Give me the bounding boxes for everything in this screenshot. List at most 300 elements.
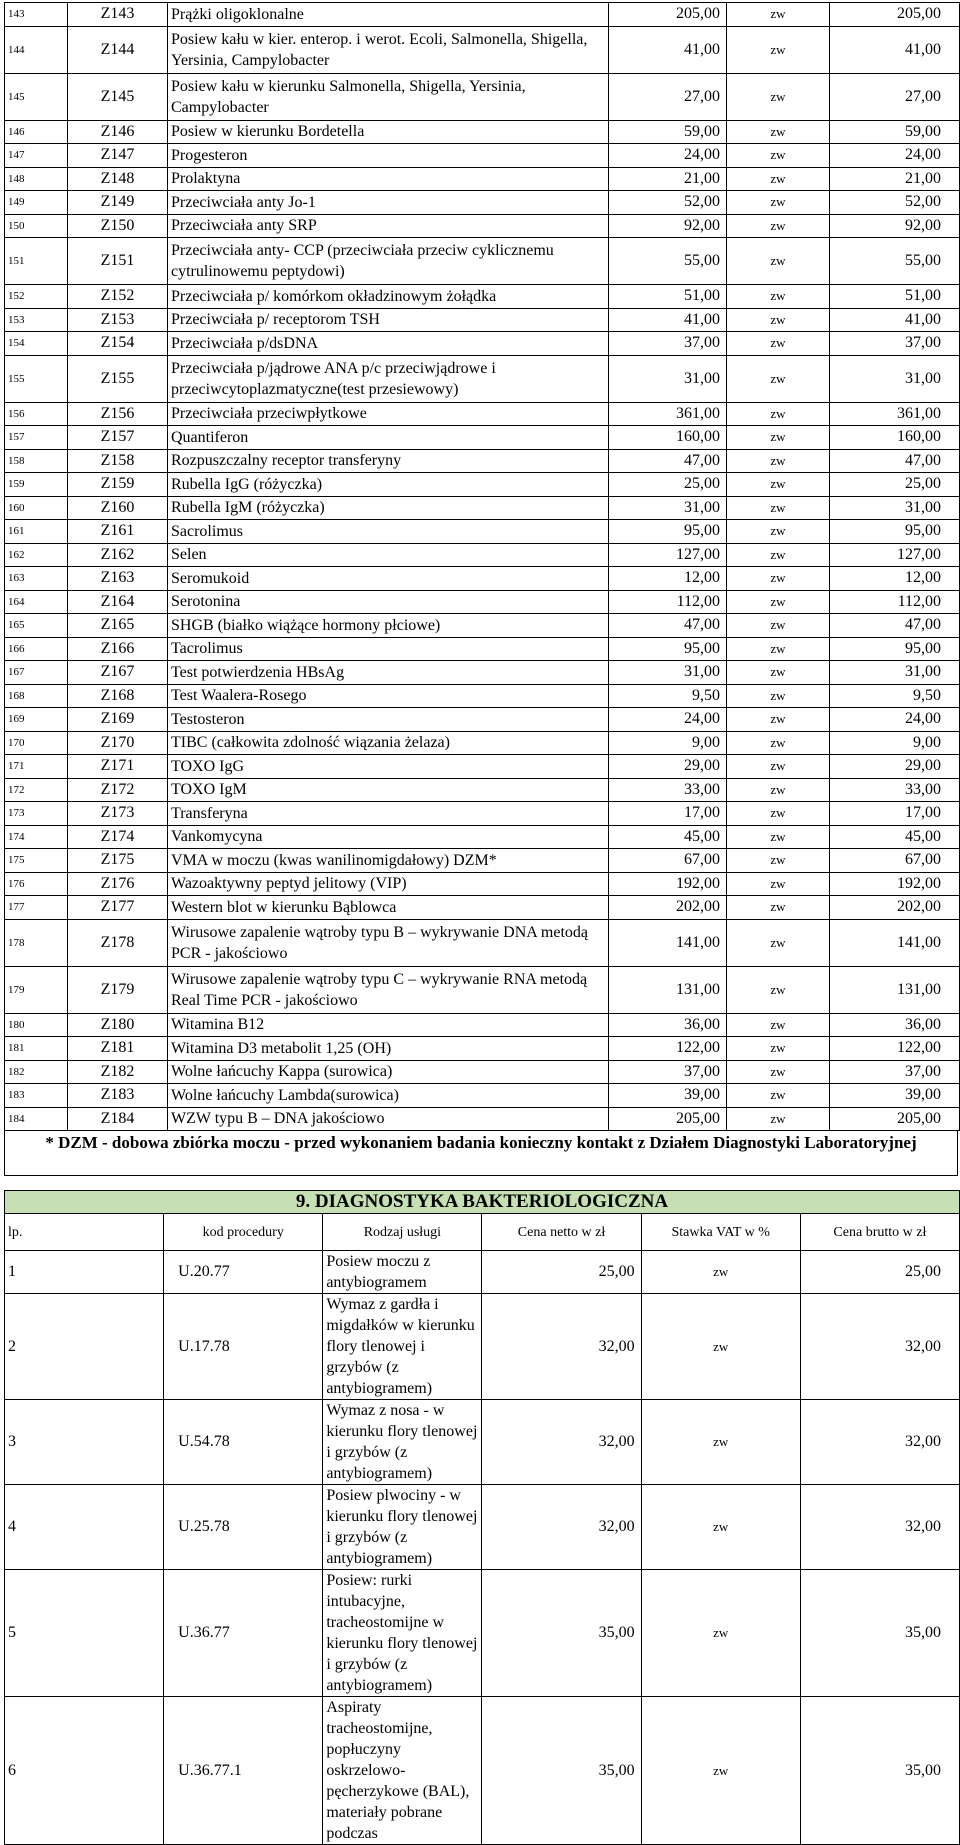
service-name: Przeciwciała anty SRP bbox=[168, 214, 609, 238]
service-name: Rubella IgM (różyczka) bbox=[168, 496, 609, 520]
procedure-code: Z161 bbox=[68, 520, 168, 544]
row-number: 145 bbox=[5, 73, 68, 120]
vat-rate: zw bbox=[727, 731, 830, 755]
section-title-row bbox=[5, 1191, 960, 1214]
net-price: 141,00 bbox=[609, 919, 727, 966]
gross-price: 32,00 bbox=[800, 1400, 959, 1485]
net-price: 31,00 bbox=[609, 355, 727, 402]
vat-rate: zw bbox=[727, 755, 830, 779]
table-row bbox=[5, 1037, 960, 1061]
table-row bbox=[5, 872, 960, 896]
row-number: 176 bbox=[5, 872, 68, 896]
row-number: 151 bbox=[5, 238, 68, 285]
row-number: 144 bbox=[5, 26, 68, 73]
net-price: 47,00 bbox=[609, 449, 727, 473]
row-number: 159 bbox=[5, 473, 68, 497]
vat-rate: zw bbox=[727, 73, 830, 120]
vat-rate: zw bbox=[727, 402, 830, 426]
net-price: 31,00 bbox=[609, 496, 727, 520]
net-price: 41,00 bbox=[609, 308, 727, 332]
service-name: Wirusowe zapalenie wątroby typu B – wykrywanie DNA metodą PCR - jakościowo bbox=[168, 919, 609, 966]
vat-rate: zw bbox=[727, 919, 830, 966]
procedure-code: Z160 bbox=[68, 496, 168, 520]
row-number: 149 bbox=[5, 191, 68, 215]
net-price: 192,00 bbox=[609, 872, 727, 896]
service-name: Posiew kału w kierunku Salmonella, Shigella, Yersinia, Campylobacter bbox=[168, 73, 609, 120]
row-number: 165 bbox=[5, 614, 68, 638]
row-number: 161 bbox=[5, 520, 68, 544]
table-row bbox=[5, 167, 960, 191]
header-service: Rodzaj usługi bbox=[323, 1214, 482, 1251]
vat-rate: zw bbox=[727, 191, 830, 215]
section-title: 9. DIAGNOSTYKA BAKTERIOLOGICZNA bbox=[5, 1191, 960, 1214]
net-price: 122,00 bbox=[609, 1037, 727, 1061]
row-number: 160 bbox=[5, 496, 68, 520]
row-number: 3 bbox=[5, 1400, 164, 1485]
row-number: 181 bbox=[5, 1037, 68, 1061]
table-row bbox=[5, 708, 960, 732]
gross-price: 160,00 bbox=[830, 426, 960, 450]
vat-rate: zw bbox=[727, 661, 830, 685]
table-row bbox=[5, 473, 960, 497]
net-price: 205,00 bbox=[609, 3, 727, 27]
header-lp: lp. bbox=[5, 1214, 164, 1251]
row-number: 2 bbox=[5, 1294, 164, 1400]
gross-price: 55,00 bbox=[830, 238, 960, 285]
net-price: 29,00 bbox=[609, 755, 727, 779]
net-price: 202,00 bbox=[609, 896, 727, 920]
vat-rate: zw bbox=[727, 120, 830, 144]
procedure-code: Z184 bbox=[68, 1107, 168, 1131]
header-row bbox=[5, 1214, 960, 1251]
net-price: 361,00 bbox=[609, 402, 727, 426]
row-number: 157 bbox=[5, 426, 68, 450]
net-price: 47,00 bbox=[609, 614, 727, 638]
table-row bbox=[5, 332, 960, 356]
row-number: 182 bbox=[5, 1060, 68, 1084]
gross-price: 141,00 bbox=[830, 919, 960, 966]
vat-rate: zw bbox=[727, 778, 830, 802]
service-name: Przeciwciała p/jądrowe ANA p/c przeciwjądrowe i przeciwcytoplazmatyczne(test przesiewowy) bbox=[168, 355, 609, 402]
procedure-code: U.36.77 bbox=[164, 1570, 323, 1697]
gross-price: 37,00 bbox=[830, 1060, 960, 1084]
net-price: 41,00 bbox=[609, 26, 727, 73]
service-name: Aspiraty tracheostomijne, popłuczyny oskrzelowo-pęcherzykowe (BAL), materiały pobrane podczas bbox=[323, 1697, 482, 1845]
net-price: 205,00 bbox=[609, 1107, 727, 1131]
service-name: Seromukoid bbox=[168, 567, 609, 591]
gross-price: 25,00 bbox=[800, 1251, 959, 1294]
service-name: Tacrolimus bbox=[168, 637, 609, 661]
vat-rate: zw bbox=[727, 637, 830, 661]
service-name: VMA w moczu (kwas wanilinomigdałowy) DZM* bbox=[168, 849, 609, 873]
row-number: 146 bbox=[5, 120, 68, 144]
procedure-code: Z179 bbox=[68, 966, 168, 1013]
net-price: 95,00 bbox=[609, 637, 727, 661]
gross-price: 47,00 bbox=[830, 614, 960, 638]
net-price: 55,00 bbox=[609, 238, 727, 285]
vat-rate: zw bbox=[727, 520, 830, 544]
row-number: 174 bbox=[5, 825, 68, 849]
service-name: Przeciwciała p/ receptorom TSH bbox=[168, 308, 609, 332]
service-name: TOXO IgG bbox=[168, 755, 609, 779]
net-price: 92,00 bbox=[609, 214, 727, 238]
service-name: Wazoaktywny peptyd jelitowy (VIP) bbox=[168, 872, 609, 896]
net-price: 9,50 bbox=[609, 684, 727, 708]
row-number: 175 bbox=[5, 849, 68, 873]
vat-rate: zw bbox=[727, 567, 830, 591]
service-name: Witamina D3 metabolit 1,25 (OH) bbox=[168, 1037, 609, 1061]
service-name: Serotonina bbox=[168, 590, 609, 614]
gross-price: 29,00 bbox=[830, 755, 960, 779]
procedure-code: U.17.78 bbox=[164, 1294, 323, 1400]
vat-rate: zw bbox=[727, 543, 830, 567]
table-row bbox=[5, 496, 960, 520]
table-row bbox=[5, 590, 960, 614]
row-number: 173 bbox=[5, 802, 68, 826]
row-number: 177 bbox=[5, 896, 68, 920]
gross-price: 41,00 bbox=[830, 26, 960, 73]
row-number: 6 bbox=[5, 1697, 164, 1845]
net-price: 37,00 bbox=[609, 332, 727, 356]
net-price: 32,00 bbox=[482, 1400, 641, 1485]
gross-price: 9,00 bbox=[830, 731, 960, 755]
table-row bbox=[5, 520, 960, 544]
procedure-code: Z182 bbox=[68, 1060, 168, 1084]
service-name: Wolne łańcuchy Kappa (surowica) bbox=[168, 1060, 609, 1084]
row-number: 184 bbox=[5, 1107, 68, 1131]
procedure-code: Z144 bbox=[68, 26, 168, 73]
vat-rate: zw bbox=[641, 1697, 800, 1845]
table-row bbox=[5, 449, 960, 473]
table-row bbox=[5, 966, 960, 1013]
procedure-code: Z176 bbox=[68, 872, 168, 896]
net-price: 32,00 bbox=[482, 1294, 641, 1400]
gross-price: 52,00 bbox=[830, 191, 960, 215]
table-row bbox=[5, 1294, 960, 1400]
row-number: 183 bbox=[5, 1084, 68, 1108]
gross-price: 32,00 bbox=[800, 1294, 959, 1400]
service-name: Transferyna bbox=[168, 802, 609, 826]
procedure-code: Z156 bbox=[68, 402, 168, 426]
service-name: Posiew moczu z antybiogramem bbox=[323, 1251, 482, 1294]
net-price: 31,00 bbox=[609, 661, 727, 685]
procedure-code: Z174 bbox=[68, 825, 168, 849]
gross-price: 127,00 bbox=[830, 543, 960, 567]
procedure-code: Z147 bbox=[68, 144, 168, 168]
net-price: 17,00 bbox=[609, 802, 727, 826]
row-number: 5 bbox=[5, 1570, 164, 1697]
header-vat: Stawka VAT w % bbox=[641, 1214, 800, 1251]
vat-rate: zw bbox=[727, 449, 830, 473]
vat-rate: zw bbox=[727, 473, 830, 497]
vat-rate: zw bbox=[727, 802, 830, 826]
gross-price: 47,00 bbox=[830, 449, 960, 473]
procedure-code: U.20.77 bbox=[164, 1251, 323, 1294]
gross-price: 32,00 bbox=[800, 1485, 959, 1570]
table-row bbox=[5, 919, 960, 966]
procedure-code: Z171 bbox=[68, 755, 168, 779]
procedure-code: Z148 bbox=[68, 167, 168, 191]
procedure-code: U.36.77.1 bbox=[164, 1697, 323, 1845]
vat-rate: zw bbox=[727, 825, 830, 849]
service-name: Wirusowe zapalenie wątroby typu C – wykrywanie RNA metodą Real Time PCR - jakościowo bbox=[168, 966, 609, 1013]
service-name: Selen bbox=[168, 543, 609, 567]
gross-price: 202,00 bbox=[830, 896, 960, 920]
row-number: 163 bbox=[5, 567, 68, 591]
net-price: 59,00 bbox=[609, 120, 727, 144]
net-price: 127,00 bbox=[609, 543, 727, 567]
vat-rate: zw bbox=[727, 308, 830, 332]
header-gross-price: Cena brutto w zł bbox=[800, 1214, 959, 1251]
gross-price: 31,00 bbox=[830, 496, 960, 520]
row-number: 148 bbox=[5, 167, 68, 191]
gross-price: 192,00 bbox=[830, 872, 960, 896]
gross-price: 45,00 bbox=[830, 825, 960, 849]
table-row bbox=[5, 755, 960, 779]
table-row bbox=[5, 849, 960, 873]
header-code: kod procedury bbox=[164, 1214, 323, 1251]
table-row bbox=[5, 1400, 960, 1485]
table-row bbox=[5, 308, 960, 332]
vat-rate: zw bbox=[727, 3, 830, 27]
procedure-code: Z149 bbox=[68, 191, 168, 215]
procedure-code: Z177 bbox=[68, 896, 168, 920]
table-row bbox=[5, 637, 960, 661]
table-row bbox=[5, 825, 960, 849]
table-row bbox=[5, 191, 960, 215]
net-price: 25,00 bbox=[609, 473, 727, 497]
service-name: Witamina B12 bbox=[168, 1013, 609, 1037]
procedure-code: Z166 bbox=[68, 637, 168, 661]
procedure-code: Z163 bbox=[68, 567, 168, 591]
table-row bbox=[5, 1060, 960, 1084]
vat-rate: zw bbox=[727, 614, 830, 638]
procedure-code: U.54.78 bbox=[164, 1400, 323, 1485]
net-price: 35,00 bbox=[482, 1697, 641, 1845]
bacteriology-price-table bbox=[4, 1190, 960, 1845]
service-name: Testosteron bbox=[168, 708, 609, 732]
service-name: Test Waalera-Rosego bbox=[168, 684, 609, 708]
vat-rate: zw bbox=[727, 896, 830, 920]
procedure-code: Z159 bbox=[68, 473, 168, 497]
service-name: Przeciwciała anty Jo-1 bbox=[168, 191, 609, 215]
row-number: 143 bbox=[5, 3, 68, 27]
procedure-code: Z165 bbox=[68, 614, 168, 638]
procedure-code: Z143 bbox=[68, 3, 168, 27]
table-row bbox=[5, 355, 960, 402]
table-row bbox=[5, 543, 960, 567]
gross-price: 33,00 bbox=[830, 778, 960, 802]
table-row bbox=[5, 684, 960, 708]
gross-price: 59,00 bbox=[830, 120, 960, 144]
procedure-code: Z146 bbox=[68, 120, 168, 144]
vat-rate: zw bbox=[727, 966, 830, 1013]
procedure-code: Z153 bbox=[68, 308, 168, 332]
procedure-code: Z167 bbox=[68, 661, 168, 685]
vat-rate: zw bbox=[727, 285, 830, 309]
net-price: 27,00 bbox=[609, 73, 727, 120]
table-row bbox=[5, 1013, 960, 1037]
procedure-code: Z145 bbox=[68, 73, 168, 120]
vat-rate: zw bbox=[727, 590, 830, 614]
price-table-continued bbox=[4, 2, 960, 1131]
service-name: Przeciwciała p/dsDNA bbox=[168, 332, 609, 356]
net-price: 12,00 bbox=[609, 567, 727, 591]
vat-rate: zw bbox=[727, 496, 830, 520]
procedure-code: Z178 bbox=[68, 919, 168, 966]
procedure-code: Z183 bbox=[68, 1084, 168, 1108]
service-name: Przeciwciała anty- CCP (przeciwciała przeciw cyklicznemu cytrulinowemu peptydowi) bbox=[168, 238, 609, 285]
row-number: 169 bbox=[5, 708, 68, 732]
row-number: 153 bbox=[5, 308, 68, 332]
row-number: 167 bbox=[5, 661, 68, 685]
gross-price: 17,00 bbox=[830, 802, 960, 826]
procedure-code: Z175 bbox=[68, 849, 168, 873]
gross-price: 35,00 bbox=[800, 1697, 959, 1845]
gross-price: 36,00 bbox=[830, 1013, 960, 1037]
vat-rate: zw bbox=[727, 214, 830, 238]
header-net-price: Cena netto w zł bbox=[482, 1214, 641, 1251]
gross-price: 131,00 bbox=[830, 966, 960, 1013]
gross-price: 67,00 bbox=[830, 849, 960, 873]
table-row bbox=[5, 661, 960, 685]
net-price: 95,00 bbox=[609, 520, 727, 544]
table-row bbox=[5, 238, 960, 285]
gross-price: 37,00 bbox=[830, 332, 960, 356]
table-row bbox=[5, 73, 960, 120]
table-row bbox=[5, 285, 960, 309]
table-row bbox=[5, 802, 960, 826]
net-price: 112,00 bbox=[609, 590, 727, 614]
dzm-footnote: * DZM - dobowa zbiórka moczu - przed wykonaniem badania konieczny kontakt z Działem Diagnostyki Laboratoryjnej bbox=[4, 1130, 958, 1176]
procedure-code: Z169 bbox=[68, 708, 168, 732]
table-row bbox=[5, 1697, 960, 1845]
table-row bbox=[5, 731, 960, 755]
gross-price: 51,00 bbox=[830, 285, 960, 309]
row-number: 178 bbox=[5, 919, 68, 966]
net-price: 45,00 bbox=[609, 825, 727, 849]
service-name: WZW typu B – DNA jakościowo bbox=[168, 1107, 609, 1131]
table-row bbox=[5, 426, 960, 450]
service-name: Prolaktyna bbox=[168, 167, 609, 191]
gross-price: 112,00 bbox=[830, 590, 960, 614]
gross-price: 9,50 bbox=[830, 684, 960, 708]
procedure-code: Z173 bbox=[68, 802, 168, 826]
vat-rate: zw bbox=[727, 1037, 830, 1061]
gross-price: 31,00 bbox=[830, 355, 960, 402]
table-row bbox=[5, 1570, 960, 1697]
row-number: 162 bbox=[5, 543, 68, 567]
gross-price: 122,00 bbox=[830, 1037, 960, 1061]
procedure-code: Z180 bbox=[68, 1013, 168, 1037]
row-number: 172 bbox=[5, 778, 68, 802]
table-row bbox=[5, 144, 960, 168]
service-name: Prążki oligoklonalne bbox=[168, 3, 609, 27]
table-row bbox=[5, 778, 960, 802]
vat-rate: zw bbox=[727, 1084, 830, 1108]
service-name: Test potwierdzenia HBsAg bbox=[168, 661, 609, 685]
procedure-code: Z168 bbox=[68, 684, 168, 708]
vat-rate: zw bbox=[641, 1400, 800, 1485]
net-price: 25,00 bbox=[482, 1251, 641, 1294]
procedure-code: Z170 bbox=[68, 731, 168, 755]
procedure-code: Z162 bbox=[68, 543, 168, 567]
net-price: 33,00 bbox=[609, 778, 727, 802]
vat-rate: zw bbox=[727, 167, 830, 191]
gross-price: 205,00 bbox=[830, 1107, 960, 1131]
table-row bbox=[5, 1084, 960, 1108]
gross-price: 39,00 bbox=[830, 1084, 960, 1108]
service-name: Posiew: rurki intubacyjne, tracheostomijne w kierunku flory tlenowej i grzybów (z antybiogramem) bbox=[323, 1570, 482, 1697]
service-name: SHGB (białko wiążące hormony płciowe) bbox=[168, 614, 609, 638]
table-row bbox=[5, 567, 960, 591]
table-row bbox=[5, 120, 960, 144]
net-price: 24,00 bbox=[609, 708, 727, 732]
service-name: Rubella IgG (różyczka) bbox=[168, 473, 609, 497]
net-price: 51,00 bbox=[609, 285, 727, 309]
net-price: 52,00 bbox=[609, 191, 727, 215]
row-number: 179 bbox=[5, 966, 68, 1013]
service-name: Posiew kału w kier. enterop. i werot. Ecoli, Salmonella, Shigella, Yersinia, Campylobacter bbox=[168, 26, 609, 73]
procedure-code: Z150 bbox=[68, 214, 168, 238]
net-price: 39,00 bbox=[609, 1084, 727, 1108]
row-number: 171 bbox=[5, 755, 68, 779]
row-number: 158 bbox=[5, 449, 68, 473]
row-number: 4 bbox=[5, 1485, 164, 1570]
procedure-code: Z164 bbox=[68, 590, 168, 614]
net-price: 37,00 bbox=[609, 1060, 727, 1084]
gross-price: 92,00 bbox=[830, 214, 960, 238]
vat-rate: zw bbox=[641, 1570, 800, 1697]
row-number: 155 bbox=[5, 355, 68, 402]
procedure-code: Z155 bbox=[68, 355, 168, 402]
net-price: 160,00 bbox=[609, 426, 727, 450]
row-number: 166 bbox=[5, 637, 68, 661]
service-name: Wymaz z gardła i migdałków w kierunku flory tlenowej i grzybów (z antybiogramem) bbox=[323, 1294, 482, 1400]
service-name: Quantiferon bbox=[168, 426, 609, 450]
service-name: TOXO IgM bbox=[168, 778, 609, 802]
row-number: 154 bbox=[5, 332, 68, 356]
row-number: 170 bbox=[5, 731, 68, 755]
procedure-code: Z152 bbox=[68, 285, 168, 309]
service-name: Wymaz z nosa - w kierunku flory tlenowej i grzybów (z antybiogramem) bbox=[323, 1400, 482, 1485]
net-price: 36,00 bbox=[609, 1013, 727, 1037]
gross-price: 95,00 bbox=[830, 520, 960, 544]
net-price: 131,00 bbox=[609, 966, 727, 1013]
table-row bbox=[5, 3, 960, 27]
table-row bbox=[5, 26, 960, 73]
service-name: Rozpuszczalny receptor transferyny bbox=[168, 449, 609, 473]
gross-price: 25,00 bbox=[830, 473, 960, 497]
service-name: Wolne łańcuchy Lambda(surowica) bbox=[168, 1084, 609, 1108]
row-number: 1 bbox=[5, 1251, 164, 1294]
service-name: Progesteron bbox=[168, 144, 609, 168]
net-price: 32,00 bbox=[482, 1485, 641, 1570]
service-name: Przeciwciała przeciwpłytkowe bbox=[168, 402, 609, 426]
net-price: 21,00 bbox=[609, 167, 727, 191]
table-row bbox=[5, 1485, 960, 1570]
vat-rate: zw bbox=[727, 708, 830, 732]
vat-rate: zw bbox=[727, 426, 830, 450]
vat-rate: zw bbox=[641, 1294, 800, 1400]
service-name: Przeciwciała p/ komórkom okładzinowym żołądka bbox=[168, 285, 609, 309]
procedure-code: Z157 bbox=[68, 426, 168, 450]
row-number: 156 bbox=[5, 402, 68, 426]
vat-rate: zw bbox=[727, 1107, 830, 1131]
row-number: 147 bbox=[5, 144, 68, 168]
service-name: Posiew w kierunku Bordetella bbox=[168, 120, 609, 144]
gross-price: 27,00 bbox=[830, 73, 960, 120]
